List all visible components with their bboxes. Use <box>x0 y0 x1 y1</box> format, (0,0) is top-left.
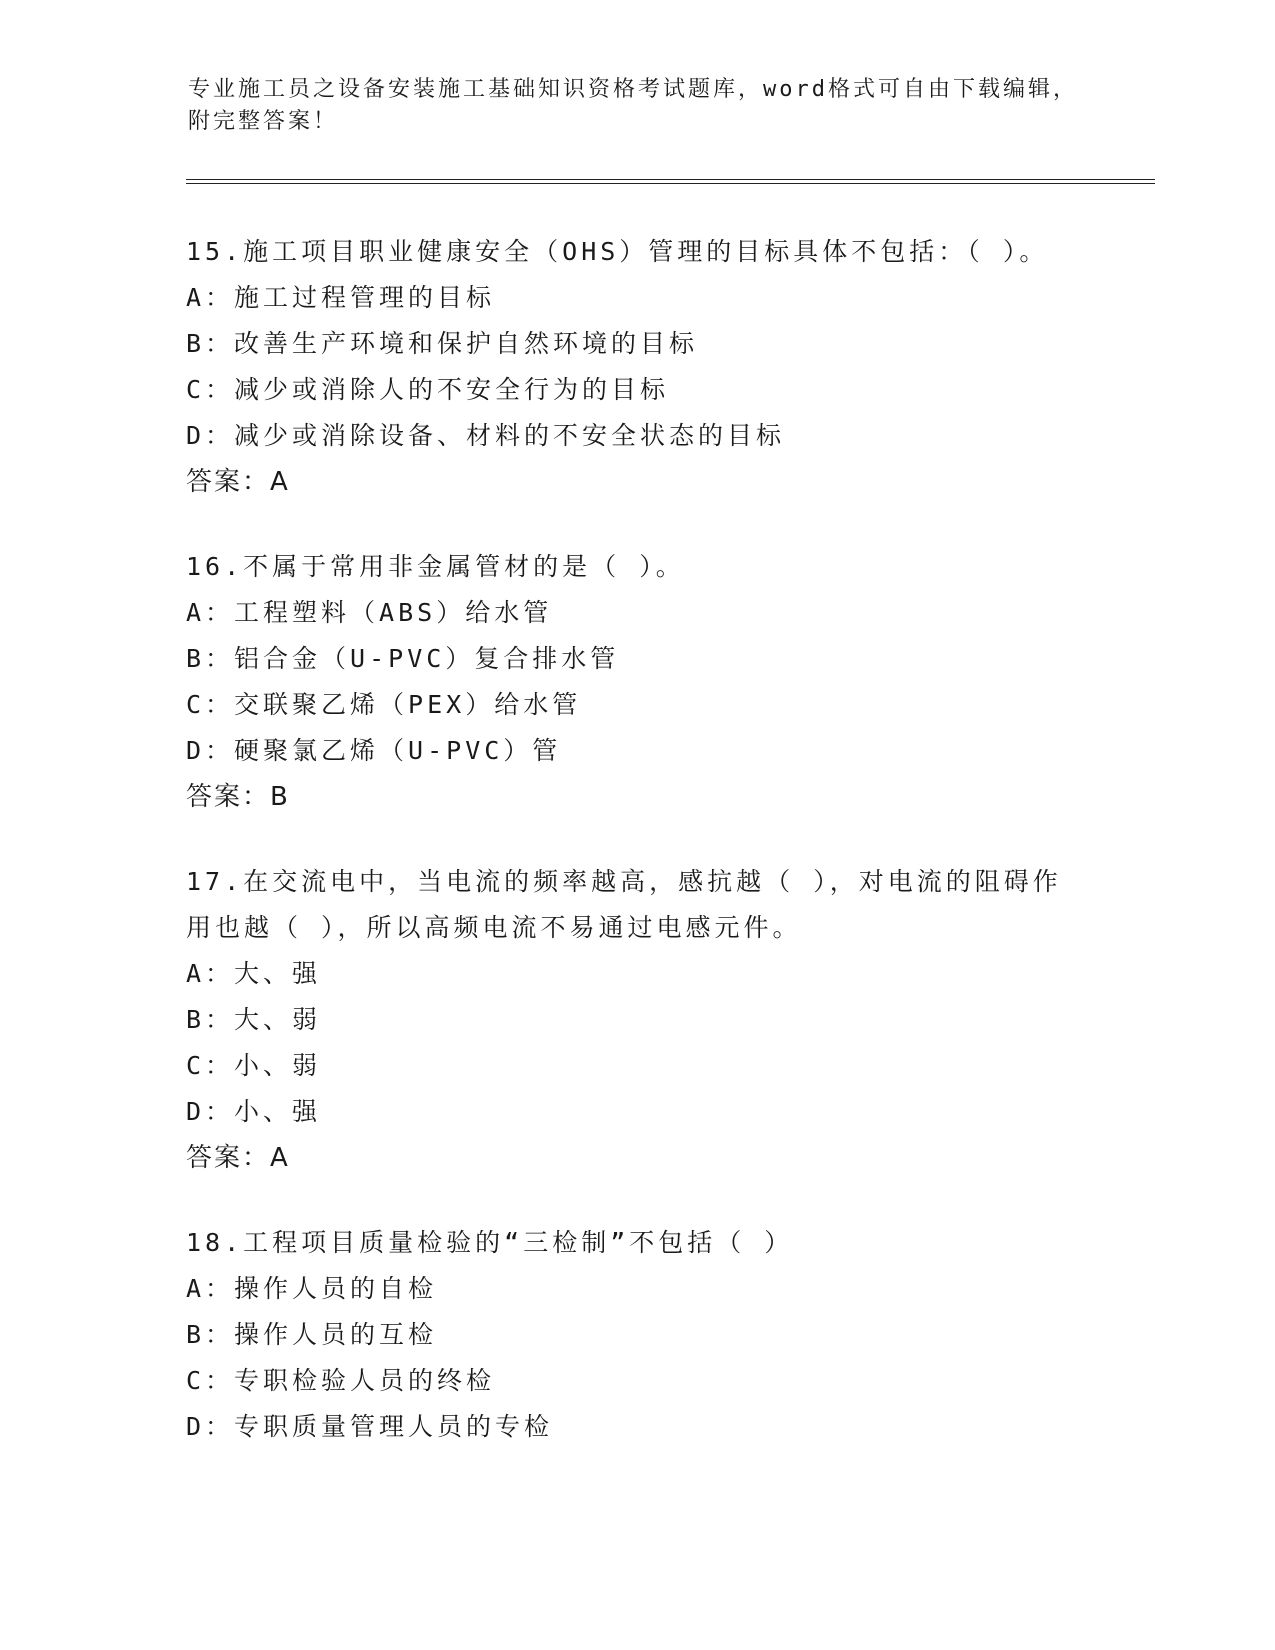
question-stem: 15.施工项目职业健康安全（OHS）管理的目标具体不包括：（ ）。 <box>186 237 1049 266</box>
question-18 <box>186 1220 1086 1450</box>
option-d: D：减少或消除设备、材料的不安全状态的目标 <box>186 421 786 450</box>
question-15 <box>186 229 1086 505</box>
answer-label: 答案：B <box>186 782 290 812</box>
option-a: A：工程塑料（ABS）给水管 <box>186 598 553 627</box>
option-d: D：硬聚氯乙烯（U-PVC）管 <box>186 736 562 765</box>
question-stem-line-2: 用也越（ ），所以高频电流不易通过电感元件。 <box>186 913 802 942</box>
header-line-2: 附完整答案！ <box>188 109 339 134</box>
option-c: C：交联聚乙烯（PEX）给水管 <box>186 690 582 719</box>
option-b: B：铝合金（U-PVC）复合排水管 <box>186 644 620 673</box>
option-a: A：操作人员的自检 <box>186 1274 438 1303</box>
option-d: D：小、强 <box>186 1097 322 1126</box>
option-a: A：大、强 <box>186 959 322 988</box>
question-stem: 16.不属于常用非金属管材的是（ ）。 <box>186 552 685 581</box>
option-b: B：操作人员的互检 <box>186 1320 438 1349</box>
header-line-1: 专业施工员之设备安装施工基础知识资格考试题库，word格式可自由下载编辑， <box>188 77 1078 102</box>
question-17 <box>186 859 1086 1181</box>
option-d: D：专职质量管理人员的专检 <box>186 1412 554 1441</box>
answer-label: 答案：A <box>186 467 290 497</box>
option-c: C：减少或消除人的不安全行为的目标 <box>186 375 670 404</box>
header-divider-bottom <box>186 183 1155 184</box>
question-16 <box>186 544 1086 820</box>
option-b: B：改善生产环境和保护自然环境的目标 <box>186 329 699 358</box>
question-stem: 18.工程项目质量检验的“三检制”不包括（ ） <box>186 1228 794 1257</box>
option-b: B：大、弱 <box>186 1005 322 1034</box>
question-stem-line-1: 17.在交流电中，当电流的频率越高，感抗越（ ），对电流的阻碍作 <box>186 867 1062 896</box>
document-header <box>188 74 1088 138</box>
option-c: C：小、弱 <box>186 1051 322 1080</box>
answer-label: 答案：A <box>186 1143 290 1173</box>
option-c: C：专职检验人员的终检 <box>186 1366 496 1395</box>
option-a: A：施工过程管理的目标 <box>186 283 496 312</box>
header-divider-top <box>186 179 1155 180</box>
